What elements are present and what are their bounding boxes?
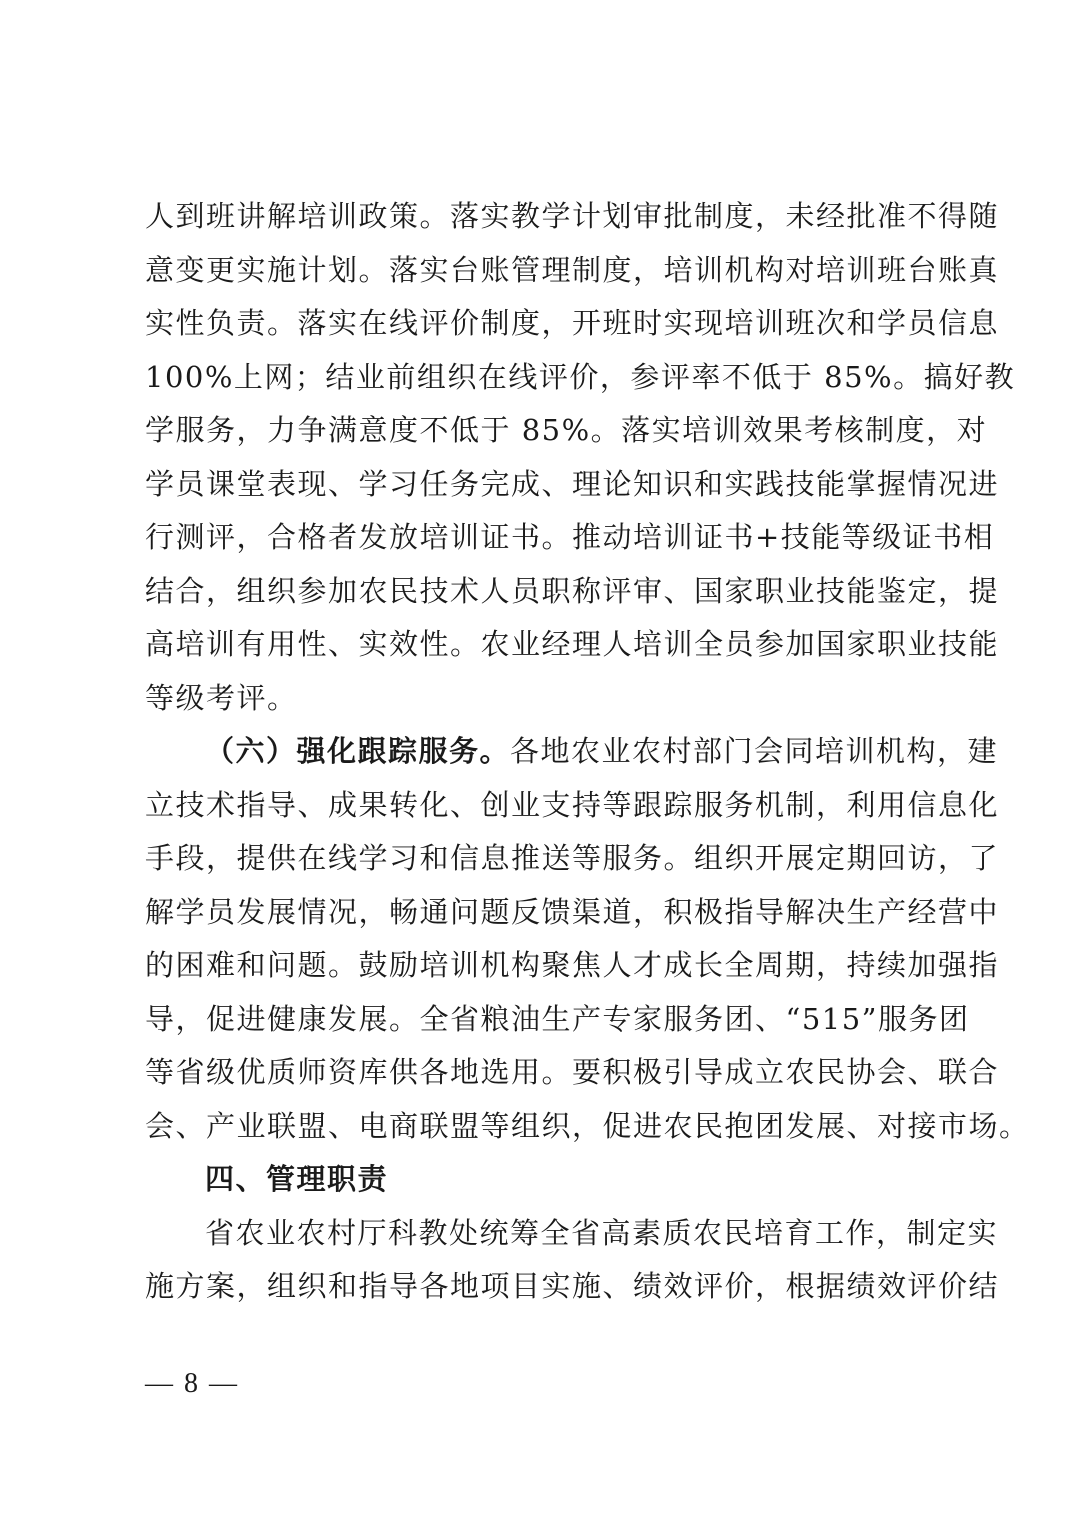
paragraph-line: 学服务，力争满意度不低于 85%。落实培训效果考核制度，对 (145, 413, 988, 447)
paragraph-line: 100%上网；结业前组织在线评价，参评率不低于 85%。搞好教 (145, 359, 1016, 394)
paragraph-line: 手段，提供在线学习和信息推送等服务。组织开展定期回访，了 (145, 841, 1000, 875)
section-heading: 四、管理职责 (205, 1162, 389, 1196)
paragraph-line: 行测评，合格者发放培训证书。推动培训证书+技能等级证书相 (145, 520, 995, 554)
subsection-heading: （六）强化跟踪服务。 (205, 734, 511, 768)
paragraph-line: 会、产业联盟、电商联盟等组织，促进农民抱团发展、对接市场。 (145, 1108, 1030, 1143)
paragraph-line: 立技术指导、成果转化、创业支持等跟踪服务机制，利用信息化 (145, 787, 1000, 822)
paragraph-line: 施方案，组织和指导各地项目实施、绩效评价，根据绩效评价结 (145, 1269, 1000, 1303)
paragraph-line: 意变更实施计划。落实台账管理制度，培训机构对培训班台账真 (145, 252, 1000, 287)
paragraph-line: 解学员发展情况，畅通问题反馈渠道，积极指导解决生产经营中 (145, 894, 1000, 929)
paragraph-line: 结合，组织参加农民技术人员职称评审、国家职业技能鉴定，提 (145, 573, 1000, 608)
paragraph-line: 的困难和问题。鼓励培训机构聚焦人才成长全周期，持续加强指 (145, 948, 1000, 982)
page-number: — 8 — (145, 1368, 239, 1399)
paragraph-line: 等级考评。 (145, 680, 298, 715)
paragraph-line: 实性负责。落实在线评价制度，开班时实现培训班次和学员信息 (145, 306, 1000, 340)
paragraph-line: 高培训有用性、实效性。农业经理人培训全员参加国家职业技能 (145, 627, 1000, 661)
paragraph-line: 省农业农村厅科教处统筹全省高素质农民培育工作，制定实 (205, 1215, 999, 1250)
body-text (145, 190, 1030, 1314)
subsection-paragraph-first-line (145, 725, 999, 779)
paragraph-line: 人到班讲解培训政策。落实教学计划审批制度，未经批准不得随 (145, 199, 1000, 233)
paragraph-line: 等省级优质师资库供各地选用。要积极引导成立农民协会、联合 (145, 1055, 1000, 1089)
paragraph-line: 导，促进健康发展。全省粮油生产专家服务团、“515”服务团 (145, 1001, 970, 1036)
paragraph-line: 学员课堂表现、学习任务完成、理论知识和实践技能掌握情况进 (145, 466, 1000, 501)
subsection-text: 各地农业农村部门会同培训机构，建 (510, 734, 999, 768)
